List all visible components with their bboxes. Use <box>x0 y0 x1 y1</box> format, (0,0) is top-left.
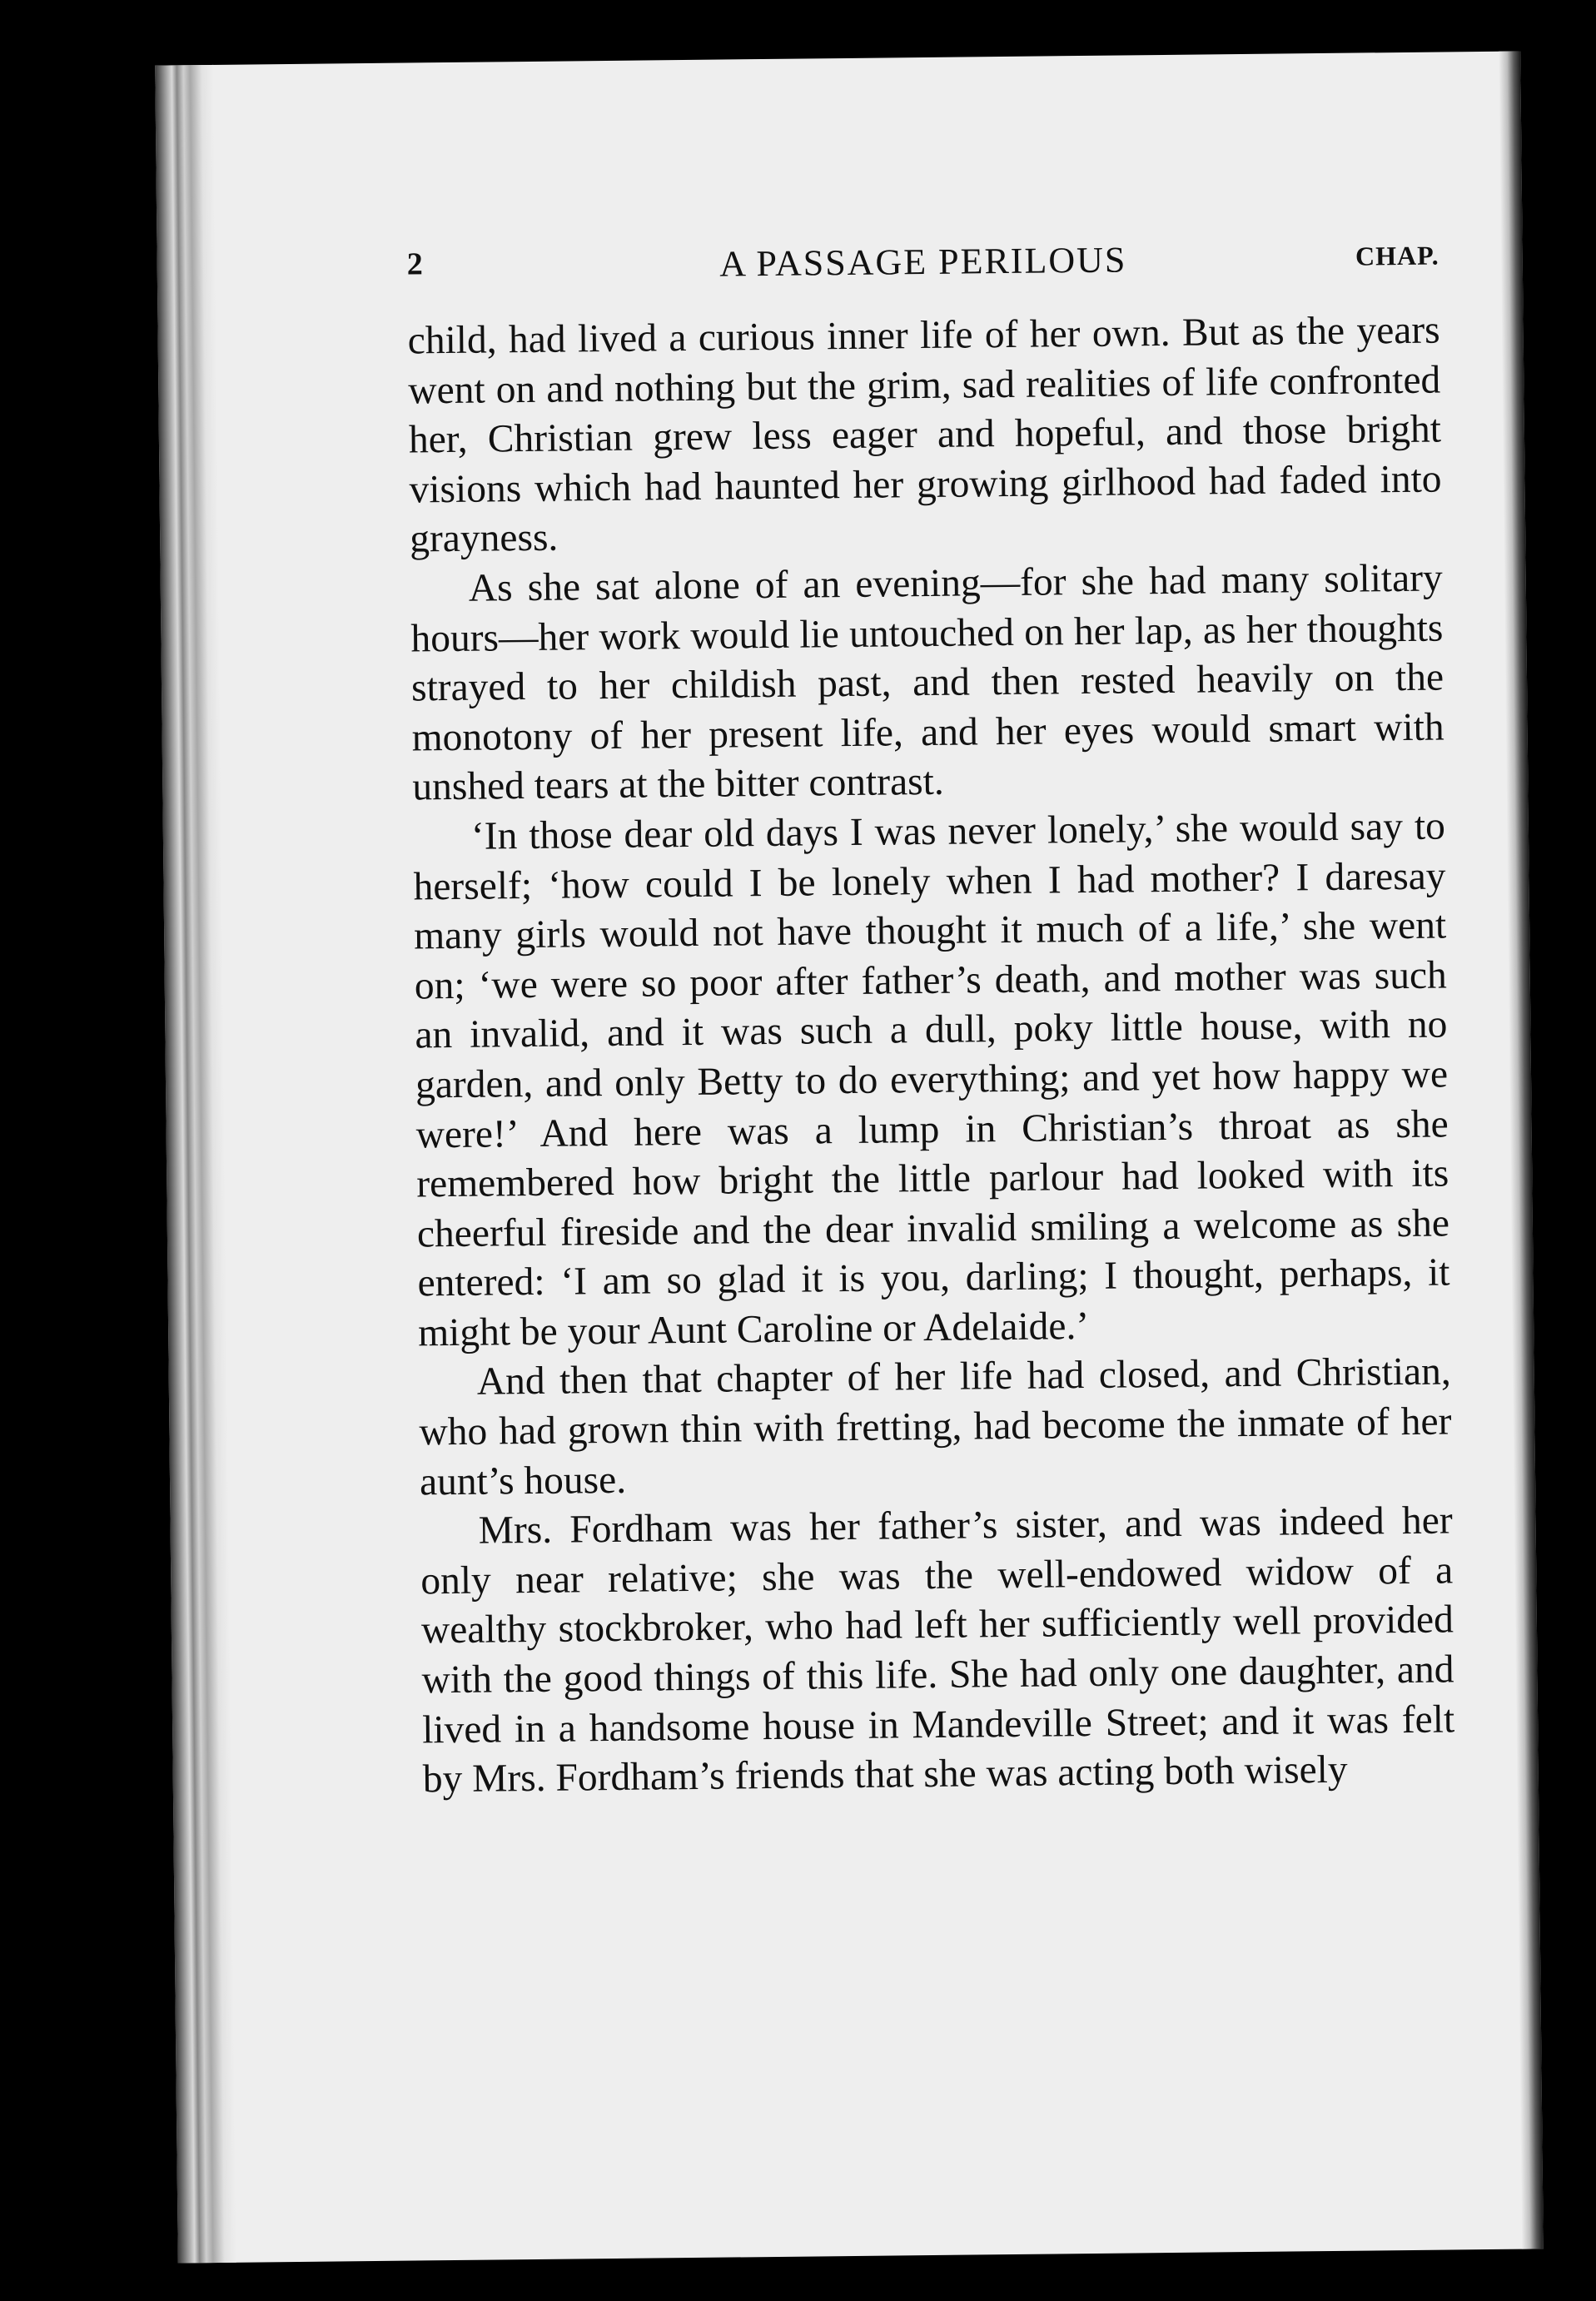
paragraph: ‘In those dear old days I was never lonely,’ she would say to herself; ‘how could I be lonely when I had mother? I daresay many girls would not have thought it much of a life,’ she went on; ‘we were so poor after father’s death, and mother was such an invalid, and it was such a dull, poky little house, with no garden, and only Betty to do everything; and yet how happy we were!’ And here was a lump in Christian’s throat as she remembered how bright the little parlour had looked with its cheerful fireside and the dear invalid smiling a welcome as she entered: ‘I am so glad it is you, darling; I thought, perhaps, it might be your Aunt Caroline or Adelaide.’ <box>413 804 1450 1355</box>
chapter-label: CHAP. <box>1355 240 1439 271</box>
body-text <box>407 306 1455 1806</box>
paragraph: Mrs. Fordham was her father’s sister, and was indeed her only near relative; she was the well-endowed widow of a wealthy stockbroker, who had left her sufficiently well provided with the good things of this life. She had only one daughter, and lived in a handsome house in Mandeville Street; and it was felt by Mrs. Fordham’s friends that she was acting both wisely <box>420 1498 1455 1802</box>
paragraph: child, had lived a curious inner life of her own. But as the years went on and nothing but the grim, sad realities of life confronted her, Christian grew less eager and hopeful, and those bright visions which had haunted her growing girlhood had faded into grayness. <box>407 308 1442 561</box>
page-edge-right <box>1499 51 1544 2249</box>
paragraph: And then that chapter of her life had closed, and Christian, who had grown thin with fretting, had become the inmate of her aunt’s house. <box>419 1349 1452 1504</box>
running-header <box>407 236 1440 313</box>
paragraph: As she sat alone of an evening—for she had many solitary hours—her work would lie untouched on her lap, as her thoughts strayed to her childish past, and then rested heavily on the monotony of her present life, and her eyes would smart with unshed tears at the bitter contrast. <box>410 556 1444 809</box>
book-page <box>155 51 1544 2263</box>
page-number: 2 <box>406 246 423 282</box>
running-title: A PASSAGE PERILOUS <box>718 239 1127 285</box>
page-edge-left <box>155 65 236 2264</box>
